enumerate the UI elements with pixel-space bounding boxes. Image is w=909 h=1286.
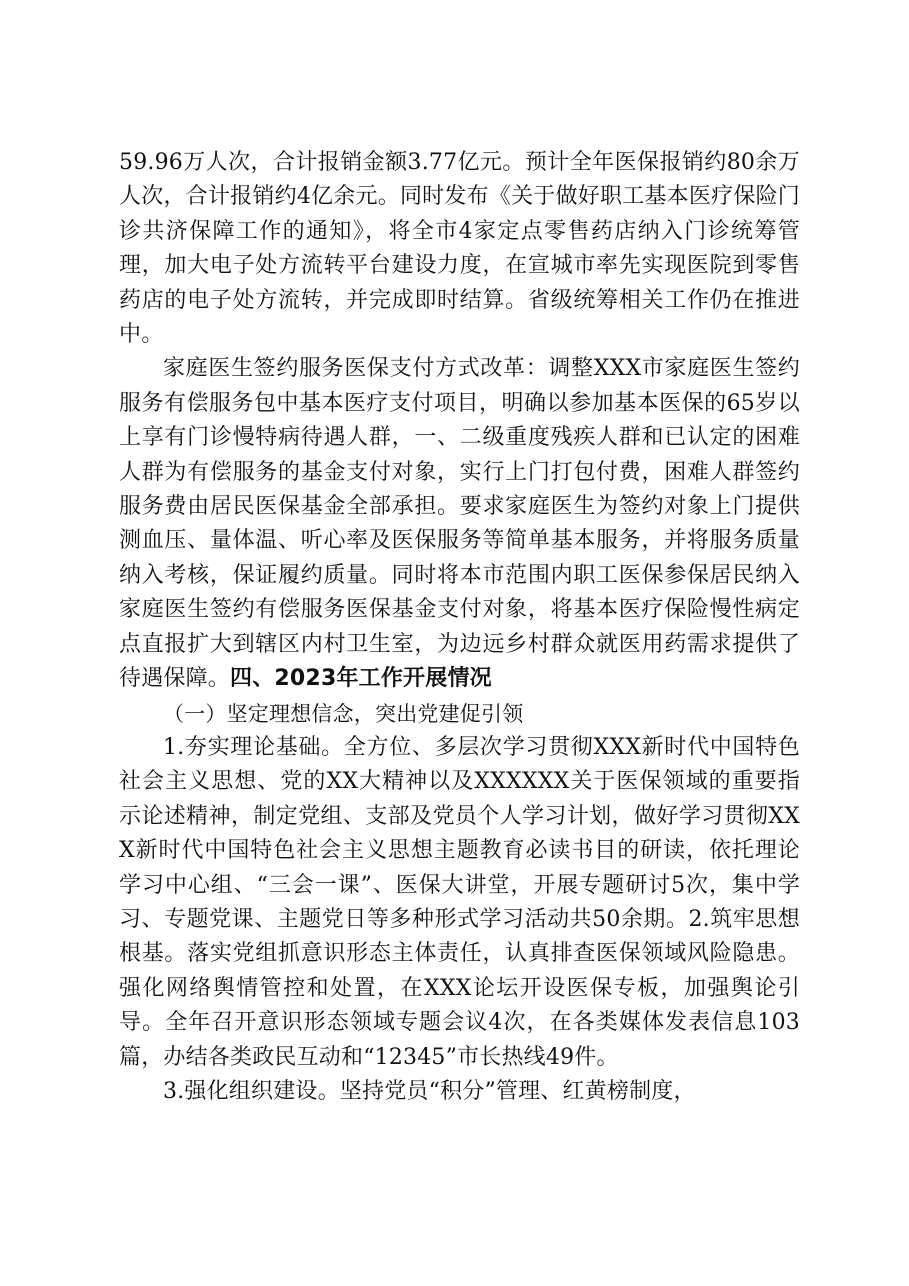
paragraph-medical-insurance-reimbursement: 59.96万人次，合计报销金额3.77亿元。预计全年医保报销约80余万人次，合计报销约4亿余元。同时发布《关于做好职工基本医疗保险门诊共济保障工作的通知》，将全市4家定点零售药店纳入门诊统筹管理，加大电子处方流转平台建设力度，在宣城市率先实现医院到零售药店的电子处方流转，并完成即时结算。省级统筹相关工作仍在推进中。 — [119, 150, 800, 348]
family-doctor-reform-text: 家庭医生签约服务医保支付方式改革：调整XXX市家庭医生签约服务有偿服务包中基本医疗支付项目，明确以参加基本医保的65岁以上享有门诊慢特病待遇人群，一、二级重度残疾人群和已认定的困难人群为有偿服务的基金支付对象，实行上门打包付费，困难人群签约服务费由居民医保基金全部承担。要求家庭医生为签约对象上门提供测血压、量体温、听心率及医保服务等简单基本服务，并将服务质量纳入考核，保证履约质量。同时将本市范围内职工医保参保居民纳入家庭医生签约有偿服务医保基金支付对象，将基本医疗保险慢性病定点直报扩大到辖区内村卫生室，为边远乡村群众就医用药需求提供了待遇保障。 — [119, 356, 800, 692]
subheading-party-building: （一）坚定理想信念，突出党建促引领 — [163, 701, 524, 726]
paragraph-organization-building: 3.强化组织建设。坚持党员“积分”管理、红黄榜制度， — [163, 1078, 696, 1104]
paragraph-family-doctor-reform — [119, 352, 800, 696]
paragraph-theory-foundation: 1.夯实理论基础。全方位、多层次学习贯彻XXX新时代中国特色社会主义思想、党的XX大精神以及XXXXXX关于医保领域的重要指示论述精神，制定党组、支部及党员个人学习计划，做好学习贯彻XXX新时代中国特色社会主义思想主题教育必读书目的研读，依托理论学习中心组、“三会一课”、医保大讲堂，开展专题研讨5次，集中学习、专题党课、主题党日等多种形式学习活动共50余期。2.筑牢思想根基。落实党组抓意识形态主体责任，认真排查医保领域风险隐患。强化网络舆情管控和处置，在XXX论坛开设医保专板，加强舆论引导。全年召开意识形态领域专题会议4次，在各类媒体发表信息103篇，办结各类政民互动和“12345”市长热线49件。 — [119, 734, 800, 1070]
section-heading: 四、2023年工作开展情况 — [230, 666, 492, 692]
document-body — [119, 146, 800, 1109]
